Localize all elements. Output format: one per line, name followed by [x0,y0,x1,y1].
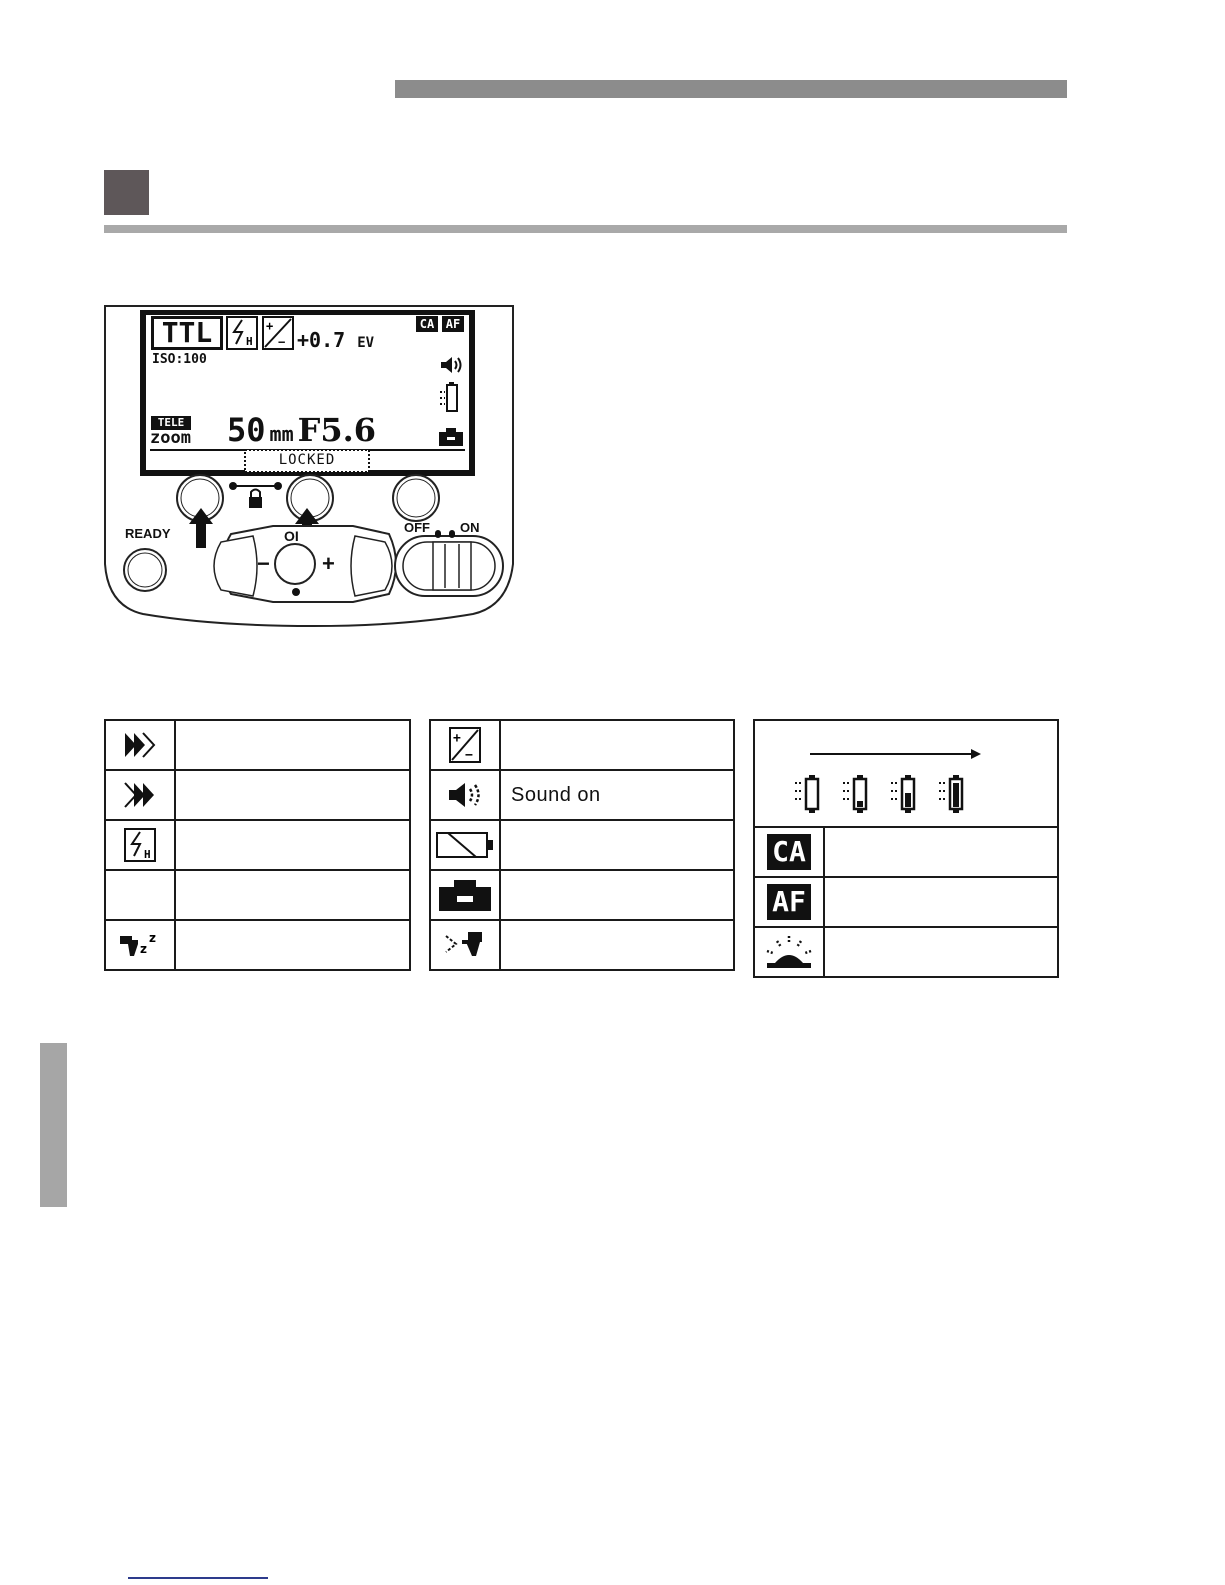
dial-plus-text: + [322,551,335,576]
legend-row [754,927,1058,977]
triple-chevron-fast-icon [105,720,175,770]
legend-row [430,770,734,820]
section-number-box [104,170,149,215]
legend-row [430,870,734,920]
dial-plus-label[interactable] [322,551,335,577]
legend-table-2 [429,719,735,971]
lcd-ev-value: +0.7 [297,328,346,352]
lcd-zoom-unit: mm [269,422,294,446]
lcd-ev-unit: EV [357,335,375,351]
legend-row [430,920,734,970]
section-rule [104,225,1067,233]
lcd-mode-label: TTL [161,316,213,349]
svg-text:z: z [140,942,147,956]
ready-label-text: READY [125,526,171,541]
lcd-af-label: AF [445,317,461,331]
legend-row [754,720,1058,827]
ready-label [125,526,171,541]
camera-icon [430,870,500,920]
svg-text:H: H [144,848,151,861]
dial-set-button[interactable] [275,544,315,584]
lcd-speaker-icon [439,355,463,380]
legend-label [175,820,410,870]
flash-wireless-icon [430,920,500,970]
lcd-af-badge [442,316,464,332]
legend-row [105,770,410,820]
lcd-zoom-text: zoom [150,428,191,448]
lcd-aperture: F5.6 [297,411,377,449]
legend-label [175,720,410,770]
legend-label [500,720,734,770]
speaker-icon [430,770,500,820]
legend-table-1 [104,719,411,971]
af-badge-icon [754,877,824,927]
legend-label [175,770,410,820]
footer-link-underline [128,1577,268,1579]
legend-label [824,827,1058,877]
lcd-ca-badge [416,316,438,332]
lcd-ca-label: CA [419,317,435,331]
flash-control-panel [103,304,519,634]
battery-crossed-icon [430,820,500,870]
legend-label [175,870,410,920]
lcd-zoom-value: 50 [227,411,266,449]
double-chevron-outline-icon [105,770,175,820]
legend-row [754,877,1058,927]
dial-center-mark-text: OI [284,528,299,544]
high-speed-sync-icon [105,820,175,870]
dial-minus-text: − [257,551,270,576]
svg-text:H: H [246,335,253,348]
svg-text:+: + [453,731,461,746]
ca-badge-icon [754,827,824,877]
exposure-compensation-icon [262,316,294,350]
exposure-compensation-icon [430,720,500,770]
lcd-tele-label: TELE [157,416,185,429]
lcd-iso [152,352,207,367]
high-speed-sync-icon [226,316,258,350]
ready-button[interactable] [124,549,166,591]
lcd-mode-ttl [151,316,223,350]
power-off-label [404,520,430,535]
power-on-label [460,520,480,535]
legend-label [824,877,1058,927]
af-badge-text: AF [772,885,806,918]
left-function-button[interactable] [177,475,223,521]
middle-function-button[interactable] [287,475,333,521]
modeling-light-icon [754,927,824,977]
lcd-locked-text: LOCKED [278,452,336,468]
lcd-iso-label: ISO:100 [152,352,207,367]
legend-label [500,920,734,970]
legend-label [175,920,410,970]
svg-text:−: − [278,335,286,349]
battery-level-sequence-icon [754,720,1058,827]
legend-label [824,927,1058,977]
svg-text:z: z [149,931,156,945]
legend-row [105,870,410,920]
lcd-camera-icon [438,428,464,451]
legend-row [430,820,734,870]
lcd-locked-label [245,452,369,468]
dial-center-mark [284,528,299,544]
legend-row [105,720,410,770]
dial-minus-label[interactable] [257,551,270,577]
legend-label [500,870,734,920]
side-chapter-tab [40,1043,67,1207]
legend-label-sound-on: Sound on [500,770,734,820]
lcd-zoom-readout [227,412,376,452]
lcd-zoom-label [150,428,191,448]
header-top-bar [395,80,1067,98]
right-function-button[interactable] [393,475,439,521]
legend-row [105,920,410,970]
power-switch[interactable] [395,536,503,596]
lcd-battery-icon [439,381,463,420]
ca-badge-text: CA [772,835,806,868]
svg-text:+: + [266,319,274,333]
legend-label [500,820,734,870]
svg-text:−: − [465,748,473,763]
blank-icon-cell [105,870,175,920]
legend-table-3 [753,719,1059,978]
lcd-ev-readout [297,328,374,352]
flash-sleep-icon [105,920,175,970]
legend-row [754,827,1058,877]
legend-row [430,720,734,770]
power-off-text: OFF [404,520,430,535]
legend-row [105,820,410,870]
power-on-text: ON [460,520,480,535]
